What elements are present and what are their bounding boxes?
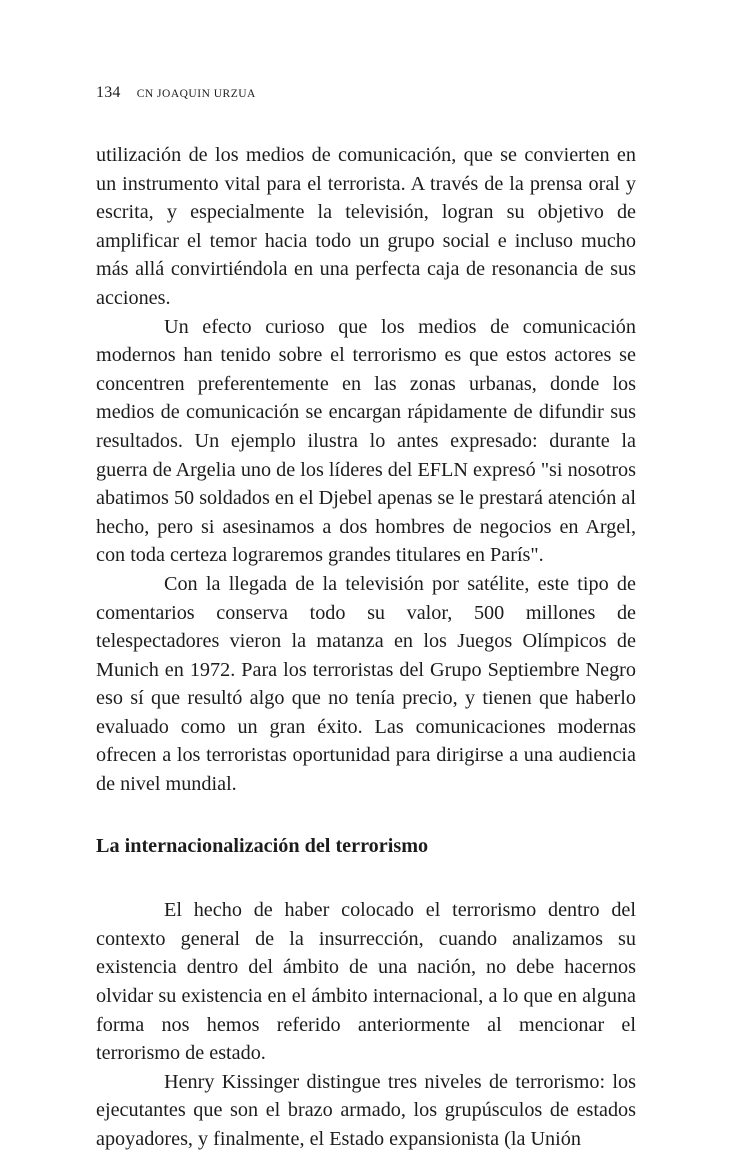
running-title: CN JOAQUIN URZUA [136,88,256,100]
running-header [96,84,256,102]
section-heading: La internacionalización del terrorismo [96,834,429,857]
paragraph-1: utilización de los medios de comunicación, que se convierten en un instrumento vital para el terrorista. A través de la prensa oral y escrita, y especialmente la televisión, logran su objetivo de amplificar el temor hacia todo un grupo social e incluso mucho más allá convirtiéndola en una perfecta caja de resonancia de sus acciones. [96,144,636,309]
paragraph-2: Un efecto curioso que los medios de comunicación modernos han tenido sobre el terrorismo es que estos actores se concentren preferentemente en las zonas urbanas, donde los medios de comunicación se encargan rápidamente de difundir sus resultados. Un ejemplo ilustra lo antes expresado: durante la guerra de Argelia uno de los líderes del EFLN expresó "si nosotros abatimos 50 soldados en el Djebel apenas se le prestará atención al hecho, pero si asesinamos a dos hombres de negocios en Argel, con toda certeza lograremos grandes titulares en París". [96,315,636,567]
paragraph-5: Henry Kissinger distingue tres niveles de terrorismo: los ejecutantes que son el brazo armado, los grupúsculos de estados apoyadores, y finalmente, el Estado expansionista (la Unión [96,1070,636,1150]
page-number: 134 [96,84,121,101]
paragraph-4: El hecho de haber colocado el terrorismo dentro del contexto general de la insurrección, cuando analizamos su existencia dentro del ámbito de una nación, no debe hacernos olvidar su existencia en el ámbito internacional, a lo que en alguna forma nos hemos referido anteriormente al mencionar el terrorismo de estado. [96,899,636,1065]
body-text [96,141,636,1154]
paragraph-3: Con la llegada de la televisión por satélite, este tipo de comentarios conserva todo su valor, 500 millones de telespectadores vieron la matanza en los Juegos Olímpicos de Munich en 1972. Para los terroristas del Grupo Septiembre Negro eso sí que resultó algo que no tenía precio, y tienen que haberlo evaluado como un gran éxito. Las comunicaciones modernas ofrecen a los terroristas oportunidad para dirigirse a una audiencia de nivel mundial. [96,572,636,796]
